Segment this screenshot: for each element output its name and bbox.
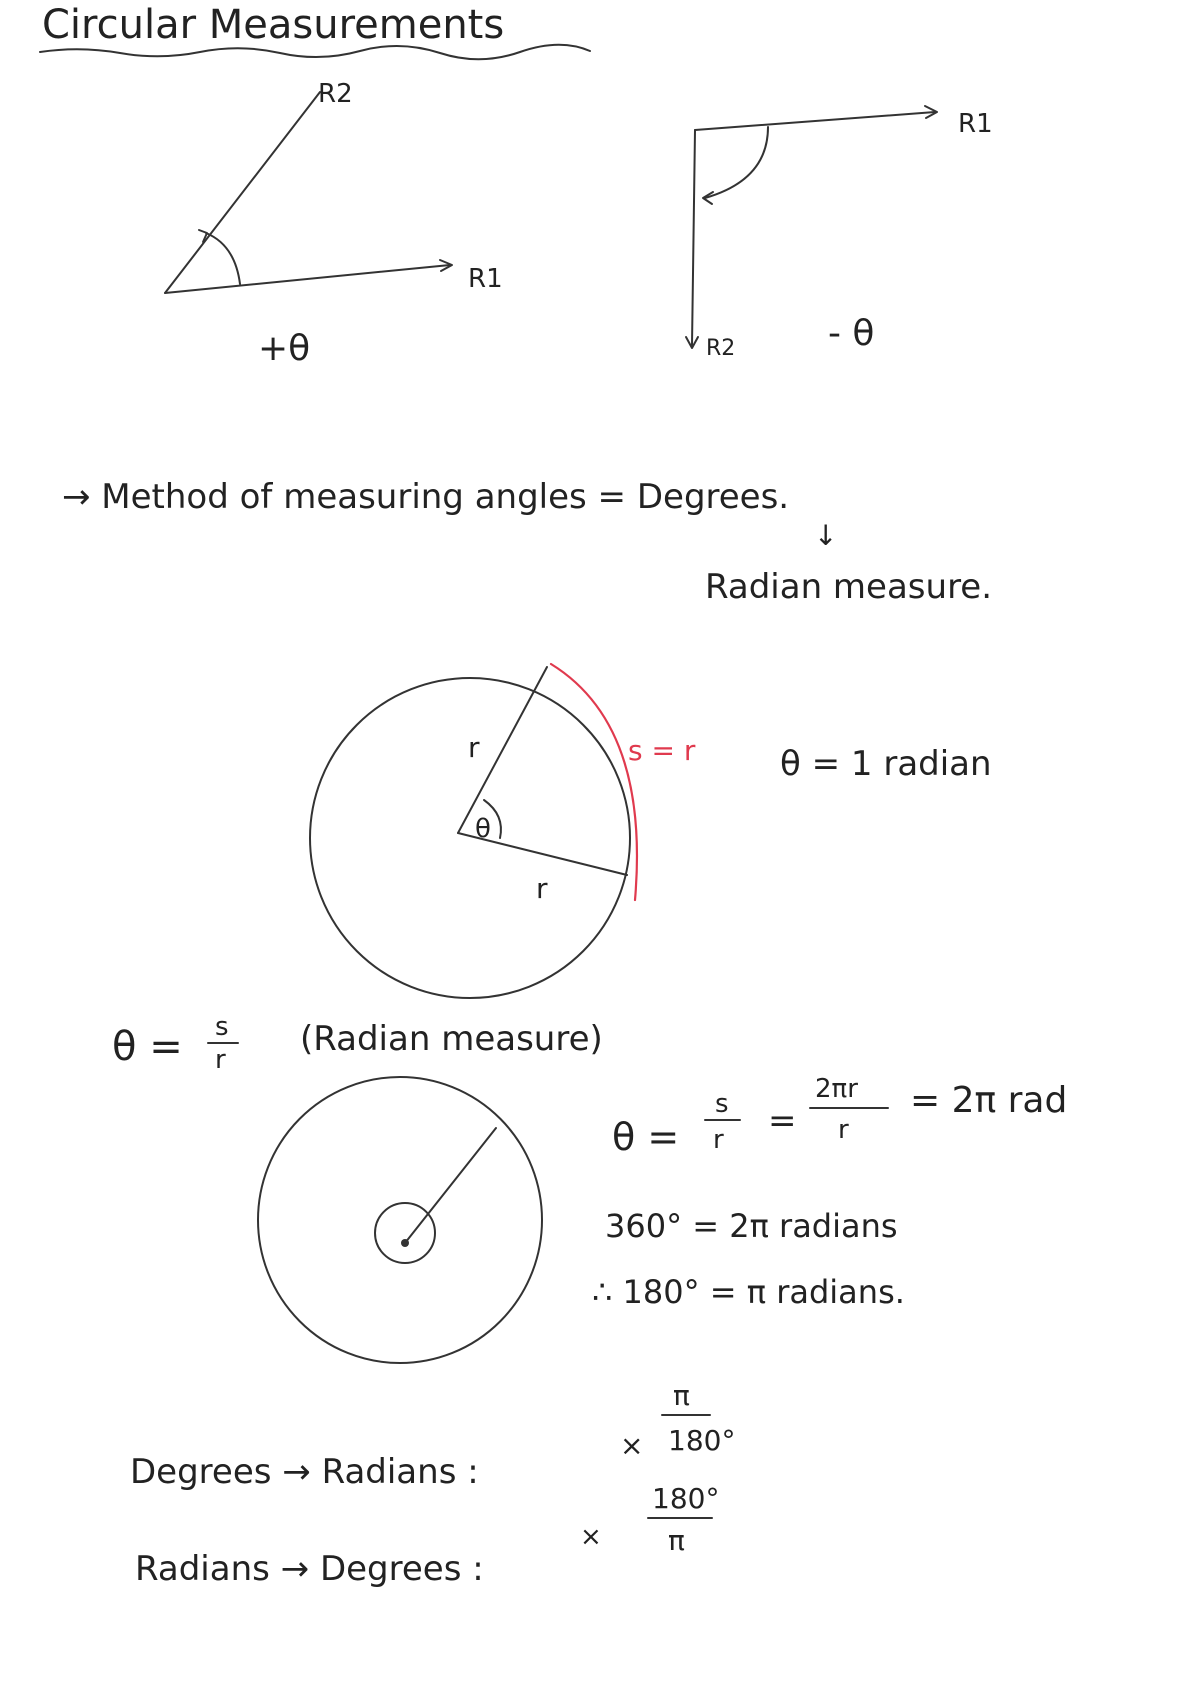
theta-label: θ bbox=[475, 814, 491, 844]
degrees-360-line: 360° = 2π radians bbox=[605, 1207, 898, 1245]
rad-to-deg-label: Radians → Degrees : bbox=[135, 1549, 484, 1589]
deg-to-rad-numerator: π bbox=[673, 1379, 690, 1412]
one-radian-result: θ = 1 radian bbox=[780, 744, 992, 784]
full-circle-derivation bbox=[592, 1074, 1067, 1311]
ray-r2 bbox=[165, 92, 320, 293]
theta-equals: θ = bbox=[612, 1115, 680, 1159]
fraction-denominator: r bbox=[215, 1045, 226, 1075]
two-pi-rad: = 2π rad bbox=[910, 1080, 1068, 1121]
deg-to-rad-label: Degrees → Radians : bbox=[130, 1452, 479, 1492]
fraction1-numerator: s bbox=[715, 1089, 729, 1119]
conversion-rules bbox=[130, 1379, 735, 1589]
radian-formula bbox=[112, 1012, 603, 1075]
positive-sign-label: +θ bbox=[258, 328, 311, 369]
ray-r2-label: R2 bbox=[706, 336, 736, 361]
rad-to-deg-denominator: π bbox=[668, 1524, 685, 1557]
angle-arc bbox=[206, 233, 240, 284]
fraction-numerator: s bbox=[215, 1012, 229, 1042]
positive-angle-figure bbox=[165, 79, 503, 369]
page-title: Circular Measurements bbox=[42, 2, 505, 48]
radius bbox=[405, 1128, 496, 1243]
arc-s-equals-r bbox=[551, 664, 637, 900]
rad-to-deg-times: × bbox=[580, 1522, 602, 1552]
ray-r1-label: R1 bbox=[468, 264, 503, 294]
method-text: → Method of measuring angles = Degrees. bbox=[62, 477, 790, 517]
deg-to-rad-times: × bbox=[620, 1429, 644, 1462]
fraction1-denominator: r bbox=[713, 1125, 724, 1155]
negative-sign-label: - θ bbox=[828, 313, 875, 354]
arc-label: s = r bbox=[628, 734, 696, 767]
ray-r1 bbox=[165, 265, 450, 293]
radian-measure-note: (Radian measure) bbox=[300, 1019, 603, 1059]
negative-angle-figure bbox=[686, 106, 993, 361]
radius-label-top: r bbox=[468, 731, 480, 764]
radian-circle-figure bbox=[310, 664, 696, 998]
circle bbox=[310, 678, 630, 998]
fraction2-denominator: r bbox=[838, 1115, 849, 1145]
deg-to-rad-denominator: 180° bbox=[668, 1424, 736, 1457]
fraction2-numerator: 2πr bbox=[815, 1074, 858, 1104]
equals-sign: = bbox=[768, 1101, 797, 1141]
angle-arc bbox=[705, 127, 768, 198]
full-circle-figure bbox=[258, 1077, 542, 1363]
rad-to-deg-numerator: 180° bbox=[652, 1482, 720, 1515]
ray-r1 bbox=[695, 112, 935, 130]
center-dot bbox=[401, 1239, 409, 1247]
radius-label-bottom: r bbox=[536, 872, 548, 905]
theta-equals: θ = bbox=[112, 1024, 183, 1070]
ray-r2-label: R2 bbox=[318, 79, 353, 109]
ray-r1-label: R1 bbox=[958, 109, 993, 139]
degrees-180-line: ∴ 180° = π radians. bbox=[592, 1273, 905, 1311]
down-arrow: ↓ bbox=[814, 519, 838, 552]
full-rotation-arc bbox=[375, 1203, 435, 1263]
circle bbox=[258, 1077, 542, 1363]
radian-measure-text: Radian measure. bbox=[705, 567, 993, 607]
ray-r2 bbox=[692, 130, 695, 345]
